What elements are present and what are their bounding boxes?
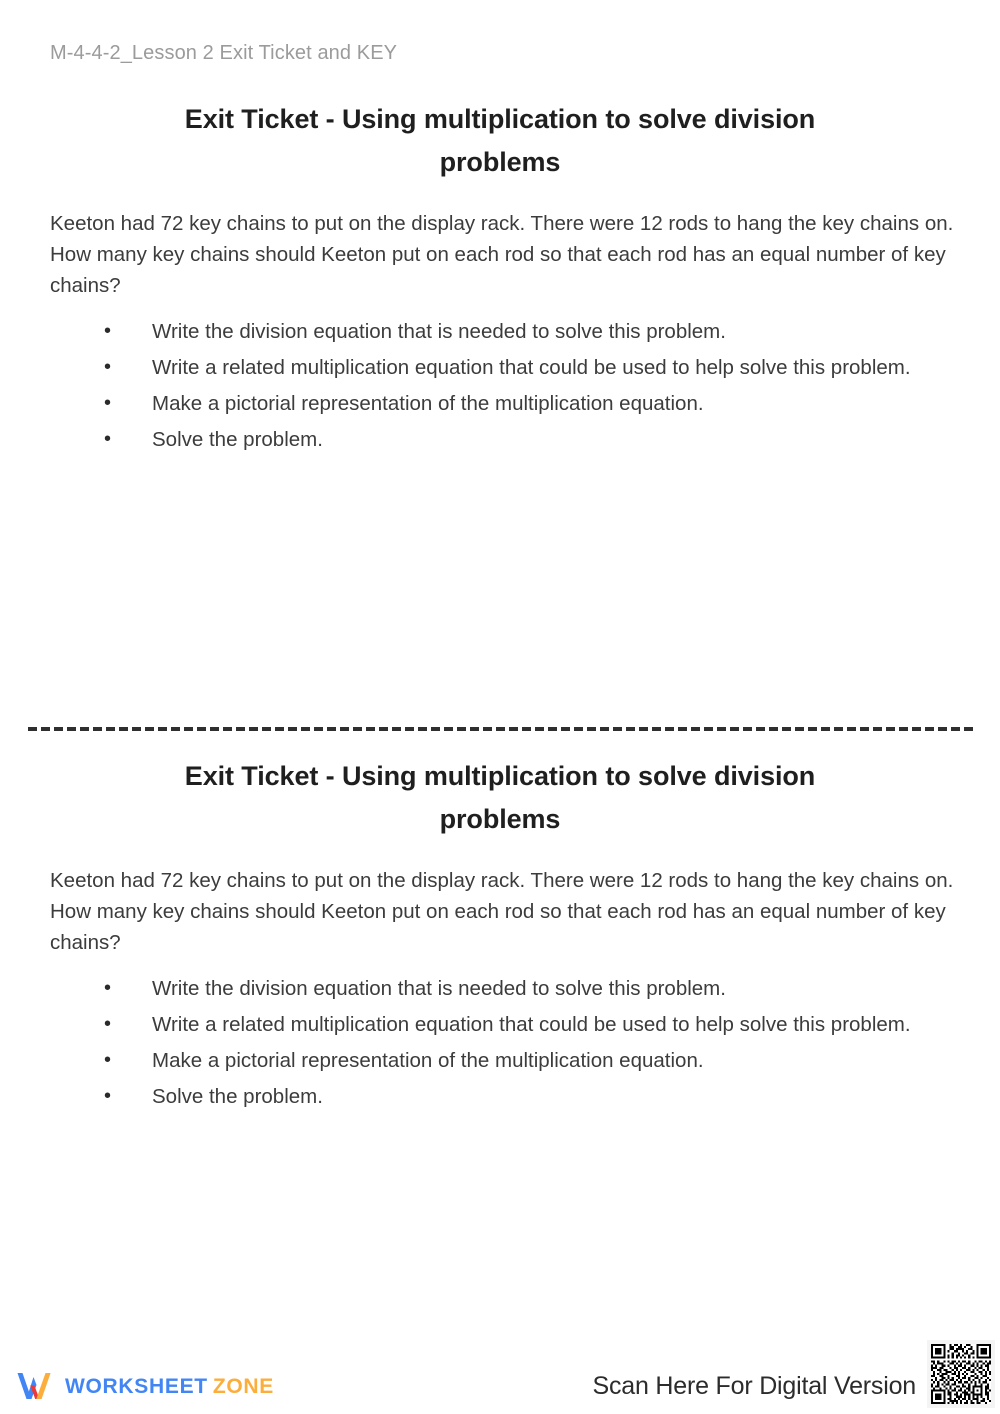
list-item — [50, 973, 1000, 1004]
scan-prompt-text: Scan Here For Digital Version — [592, 1372, 916, 1400]
list-item-label: Write a related multiplication equation that could be used to help solve this problem. — [152, 1013, 911, 1036]
dashed-cut-line-divider — [28, 727, 975, 731]
list-item-label: Write the division equation that is needed to solve this problem. — [152, 977, 726, 1000]
section-body-text: Keeton had 72 key chains to put on the display rack. There were 12 rods to hang the key chains on. How many key chains should Keeton put on each rod so that each rod has an equal number of key chains? — [50, 869, 954, 954]
task-list — [0, 316, 1000, 455]
worksheet-zone-mark-icon — [14, 1366, 56, 1406]
document-header-label: M-4-4-2_Lesson 2 Exit Ticket and KEY — [50, 42, 398, 64]
brand-name-primary: WORKSHEET — [65, 1374, 208, 1398]
list-item-label: Solve the problem. — [152, 428, 323, 451]
qr-code[interactable] — [927, 1340, 995, 1408]
worksheet-zone-logo[interactable] — [14, 1366, 274, 1406]
section-body-text: Keeton had 72 key chains to put on the display rack. There were 12 rods to hang the key chains on. How many key chains should Keeton put on each rod so that each rod has an equal number of key chains? — [50, 212, 954, 297]
list-item — [50, 1009, 1000, 1040]
list-item-label: Write the division equation that is needed to solve this problem. — [152, 320, 726, 343]
bullet-icon: • — [104, 977, 112, 999]
section-title: Exit Ticket - Using multiplication to solve division problems — [184, 104, 816, 177]
bullet-icon: • — [104, 1013, 112, 1035]
list-item — [50, 316, 1000, 347]
bullet-icon: • — [104, 428, 112, 450]
list-item-label: Make a pictorial representation of the multiplication equation. — [152, 1049, 704, 1072]
brand-wordmark — [65, 1376, 274, 1397]
bullet-icon: • — [104, 1049, 112, 1071]
task-list — [0, 973, 1000, 1112]
brand-name-secondary: ZONE — [212, 1374, 274, 1398]
exit-ticket-section-2 — [0, 755, 1000, 1117]
list-item — [50, 388, 1000, 419]
bullet-icon: • — [104, 392, 112, 414]
page-footer — [0, 1330, 1000, 1414]
list-item-label: Write a related multiplication equation that could be used to help solve this problem. — [152, 356, 911, 379]
bullet-icon: • — [104, 320, 112, 342]
list-item — [50, 1081, 1000, 1112]
exit-ticket-section-1 — [0, 98, 1000, 460]
list-item-label: Solve the problem. — [152, 1085, 323, 1108]
list-item-label: Make a pictorial representation of the multiplication equation. — [152, 392, 704, 415]
bullet-icon: • — [104, 1085, 112, 1107]
list-item — [50, 1045, 1000, 1076]
list-item — [50, 352, 1000, 383]
bullet-icon: • — [104, 356, 112, 378]
section-title: Exit Ticket - Using multiplication to solve division problems — [184, 761, 816, 834]
list-item — [50, 424, 1000, 455]
